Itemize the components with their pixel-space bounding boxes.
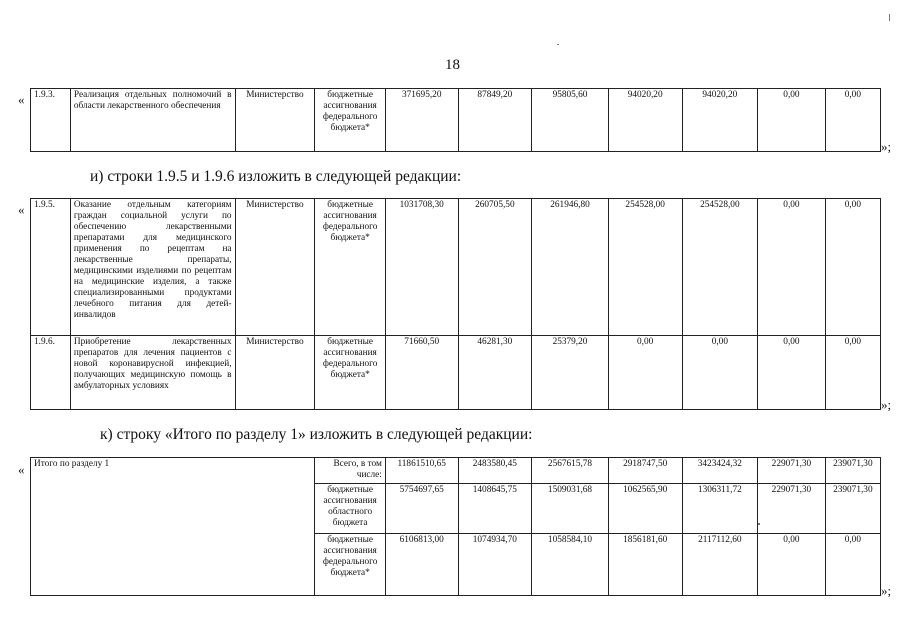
table-row [31,199,881,336]
value-cell: 5754697,65 [385,484,458,534]
row-description: Приобретение лекарственных препаратов для лечения пациентов с новой коронавирусной инфекцией, получающих медицинскую помощь в амбулаторных условиях [70,336,235,410]
row-description: Оказание отдельным категориям граждан социальной услуги по обеспечению лекарственными препаратами для медицинского применения по рецептам на лекарственные препараты, медицинскими изделиями по рецептам на медицинские изделия, а также специализированными продуктами лечебного питания для детей-инвалидов [70,199,235,336]
row-number: 1.9.5. [31,199,71,336]
value-cell: 0,00 [758,199,826,336]
value-cell: 0,00 [825,199,880,336]
table-row [31,89,881,152]
value-cell: 0,00 [825,534,880,596]
row-organization: Министерство [235,199,315,336]
value-cell: 3423424,32 [682,458,758,484]
value-cell: 46281,30 [458,336,532,410]
value-cell: 2918747,50 [608,458,682,484]
open-quote: « [18,202,25,217]
value-cell: 0,00 [825,336,880,410]
row-funding-source: бюджетные ассигнования областного бюджета [315,484,386,534]
value-cell: 239071,30 [825,484,880,534]
value-cell: 1509031,68 [532,484,609,534]
value-cell: 2567615,78 [532,458,609,484]
value-cell: 1062565,90 [608,484,682,534]
instruction-heading-i: и) строки 1.9.5 и 1.9.6 изложить в следующей редакции: [90,168,462,185]
value-cell: 25379,20 [532,336,609,410]
row-number: 1.9.6. [31,336,71,410]
value-cell: 0,00 [758,534,826,596]
scan-speck [889,14,890,21]
close-tail: »; [881,583,892,598]
value-cell: 94020,20 [608,89,682,152]
open-quote: « [18,92,25,107]
table-row [31,458,881,484]
value-cell: 254528,00 [608,199,682,336]
value-cell: 2117112,60 [682,534,758,596]
page-number: 18 [445,57,460,73]
value-cell: 371695,20 [385,89,458,152]
value-cell: 94020,20 [682,89,758,152]
value-cell: 1306311,72 [682,484,758,534]
value-cell: 239071,30 [825,458,880,484]
value-cell: 95805,60 [532,89,609,152]
row-funding-source: бюджетные ассигнования федерального бюджета* [315,199,386,336]
row-organization: Министерство [235,336,315,410]
value-cell: 1031708,30 [385,199,458,336]
value-cell: 229071,30 [758,484,826,534]
table-total-section-1 [30,457,881,596]
value-cell: 1074934,70 [458,534,532,596]
value-cell: 1058584,10 [532,534,609,596]
table-row [31,336,881,410]
value-cell: 261946,80 [532,199,609,336]
value-cell: 229071,30 [758,458,826,484]
open-quote: « [18,462,25,477]
row-description: Реализация отдельных полномочий в области лекарственного обеспечения [70,89,235,152]
scan-speck [557,44,559,45]
row-organization: Министерство [235,89,315,152]
table-row-1-9-3 [30,88,881,152]
value-cell: 0,00 [758,89,826,152]
value-cell: 0,00 [608,336,682,410]
value-cell: 1408645,75 [458,484,532,534]
value-cell: 254528,00 [682,199,758,336]
row-funding-source: бюджетные ассигнования федерального бюджета* [315,534,386,596]
close-tail: »; [881,397,892,412]
value-cell: 0,00 [682,336,758,410]
table-rows-1-9-5-1-9-6 [30,198,881,410]
value-cell: 87849,20 [458,89,532,152]
row-funding-source: бюджетные ассигнования федерального бюджета* [315,89,386,152]
value-cell: 1856181,60 [608,534,682,596]
row-funding-source: Всего, в том числе: [315,458,386,484]
instruction-heading-k: к) строку «Итого по разделу 1» изложить в следующей редакции: [100,426,533,443]
value-cell: 11861510,65 [385,458,458,484]
value-cell: 71660,50 [385,336,458,410]
value-cell: 0,00 [758,336,826,410]
total-label: Итого по разделу 1 [31,458,315,596]
row-number: 1.9.3. [31,89,71,152]
value-cell: 2483580,45 [458,458,532,484]
row-funding-source: бюджетные ассигнования федерального бюджета* [315,336,386,410]
value-cell: 260705,50 [458,199,532,336]
value-cell: 6106813,00 [385,534,458,596]
scan-speck [758,523,760,525]
value-cell: 0,00 [825,89,880,152]
close-tail: »; [881,139,892,154]
